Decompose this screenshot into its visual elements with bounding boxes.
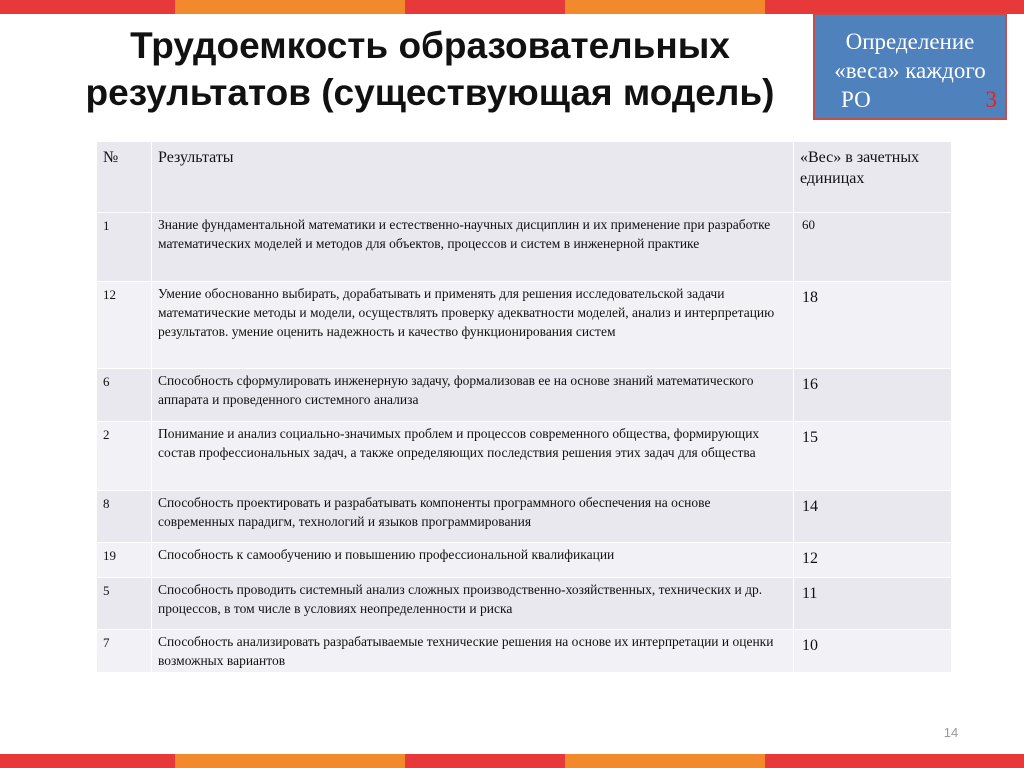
callout-line-3: [815, 85, 1005, 114]
table-row: [97, 578, 952, 630]
slide-title-line-1: Трудоемкость образовательных: [130, 25, 730, 66]
header-results: Результаты: [152, 142, 794, 213]
callout-number: 3: [985, 87, 997, 112]
row-weight: 16: [794, 369, 952, 422]
table-row: [97, 369, 952, 422]
table-row: [97, 630, 952, 673]
page-number: 14: [943, 725, 959, 740]
row-number: 6: [97, 369, 152, 422]
row-number: 12: [97, 282, 152, 369]
row-number: 2: [97, 422, 152, 491]
row-number: 8: [97, 491, 152, 543]
row-weight: 12: [794, 543, 952, 578]
row-weight: 15: [794, 422, 952, 491]
row-number: 1: [97, 213, 152, 282]
top-color-stripe: [0, 0, 1024, 14]
slide-title: [40, 22, 820, 116]
row-weight: 11: [794, 578, 952, 630]
row-number: 5: [97, 578, 152, 630]
table-row: [97, 491, 952, 543]
row-weight: 10: [794, 630, 952, 673]
row-result-text: Способность сформулировать инженерную задачу, формализовав ее на основе знаний математического аппарата и проведенного системного анализа: [152, 369, 794, 422]
row-result-text: Способность анализировать разрабатываемые технические решения на основе их интерпретации и оценки возможных вариантов: [152, 630, 794, 673]
header-number: №: [97, 142, 152, 213]
row-weight: 60: [794, 213, 952, 282]
table-row: [97, 213, 952, 282]
header-weight: «Вес» в зачетных единицах: [794, 142, 952, 213]
callout-ro-label: РО: [841, 87, 871, 112]
callout-line-1: Определение: [845, 29, 975, 54]
table-header-row: [97, 142, 952, 213]
table-row: [97, 282, 952, 369]
row-number: 7: [97, 630, 152, 673]
row-number: 19: [97, 543, 152, 578]
row-result-text: Способность проводить системный анализ сложных производственно-хозяйственных, технических и др. процессов, в том числе в условиях неопределенности и риска: [152, 578, 794, 630]
slide-title-line-2: результатов (существующая модель): [85, 72, 775, 113]
row-weight: 18: [794, 282, 952, 369]
row-result-text: Умение обоснованно выбирать, дорабатывать и применять для решения исследовательской задачи математические методы и модели, осуществлять проверку адекватности моделей, анализ и интерпретацию результатов. умение оценить надежность и качество функционирования систем: [152, 282, 794, 369]
weight-definition-callout: [813, 13, 1007, 120]
row-weight: 14: [794, 491, 952, 543]
row-result-text: Понимание и анализ социально-значимых проблем и процессов современного общества, формирующих состав профессиональных задач, а также определяющих последствия решения этих задач для общества: [152, 422, 794, 491]
bottom-color-stripe: [0, 754, 1024, 768]
table-row: [97, 422, 952, 491]
callout-line-2: «веса» каждого: [834, 58, 986, 83]
row-result-text: Способность проектировать и разрабатывать компоненты программного обеспечения на основе современных парадигм, технологий и языков программирования: [152, 491, 794, 543]
table-row: [97, 543, 952, 578]
row-result-text: Знание фундаментальной математики и естественно-научных дисциплин и их применение при разработке математических моделей и методов для объектов, процессов и систем в инженерной практике: [152, 213, 794, 282]
results-weight-table: [96, 141, 952, 673]
row-result-text: Способность к самообучению и повышению профессиональной квалификации: [152, 543, 794, 578]
